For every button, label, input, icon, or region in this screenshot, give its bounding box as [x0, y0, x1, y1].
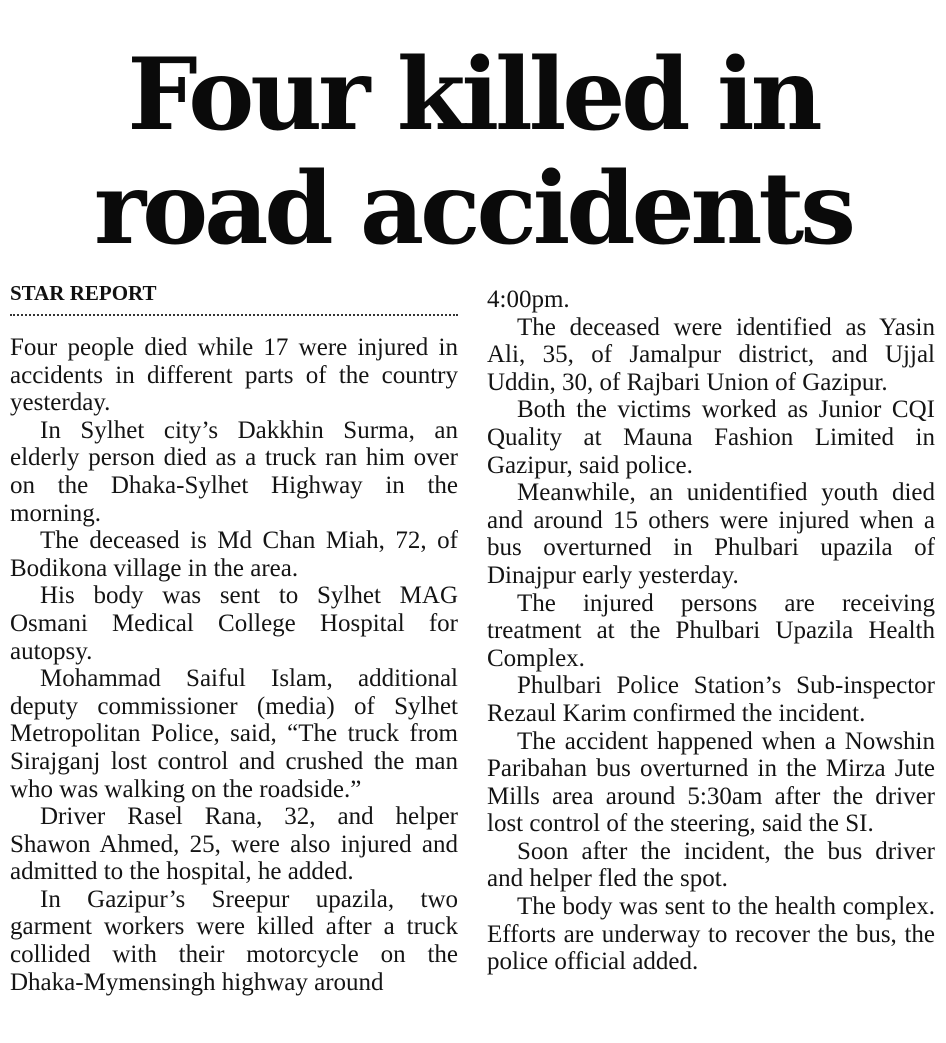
paragraph: The deceased were identified as Yasin Ali, 35, of Jamalpur district, and Ujjal Uddin, 30, of Rajbari Union of Gazipur.	[487, 313, 935, 396]
paragraph: Both the victims worked as Junior CQI Quality at Mauna Fashion Limited in Gazipur, said police.	[487, 396, 935, 479]
paragraph: Meanwhile, an unidentified youth died and around 15 others were injured when a bus overturned in Phulbari upazila of Dinajpur early yesterday.	[487, 479, 935, 589]
paragraph: The accident happened when a Nowshin Paribahan bus overturned in the Mirza Jute Mills area around 5:30am after the driver lost control of the steering, said the SI.	[487, 727, 935, 838]
paragraph: His body was sent to Sylhet MAG Osmani Medical College Hospital for autopsy.	[10, 582, 458, 665]
paragraph: Driver Rasel Rana, 32, and helper Shawon Ahmed, 25, were also injured and admitted to the hospital, he added.	[10, 803, 458, 886]
paragraph: The deceased is Md Chan Miah, 72, of Bodikona village in the area.	[10, 527, 458, 582]
paragraph: Phulbari Police Station’s Sub-inspector Rezaul Karim confirmed the incident.	[487, 672, 935, 727]
paragraph: In Sylhet city’s Dakkhin Surma, an elderly person died as a truck ran him over on the Dhaka-Sylhet Highway in the morning.	[10, 416, 458, 527]
headline-line-1: Four killed in	[127, 37, 819, 153]
byline: STAR REPORT	[10, 281, 157, 305]
paragraph: In Gazipur’s Sreepur upazila, two garment workers were killed after a truck collided with their motorcycle on the Dhaka-Mymensingh highway around	[10, 885, 458, 996]
paragraph: The body was sent to the health complex. Efforts are underway to recover the bus, the police official added.	[487, 893, 935, 976]
paragraph: Mohammad Saiful Islam, additional deputy commissioner (media) of Sylhet Metropolitan Police, said, “The truck from Sirajganj lost control and crushed the man who was walking on the roadside.”	[10, 665, 458, 803]
paragraph: 4:00pm.	[487, 286, 570, 313]
byline-divider	[10, 314, 458, 316]
headline	[0, 38, 946, 266]
paragraph: Four people died while 17 were injured in accidents in different parts of the country yesterday.	[10, 334, 458, 417]
headline-line-2: road accidents	[94, 151, 852, 267]
paragraph: The injured persons are receiving treatment at the Phulbari Upazila Health Complex.	[487, 589, 935, 672]
paragraph: Soon after the incident, the bus driver and helper fled the spot.	[487, 837, 935, 893]
